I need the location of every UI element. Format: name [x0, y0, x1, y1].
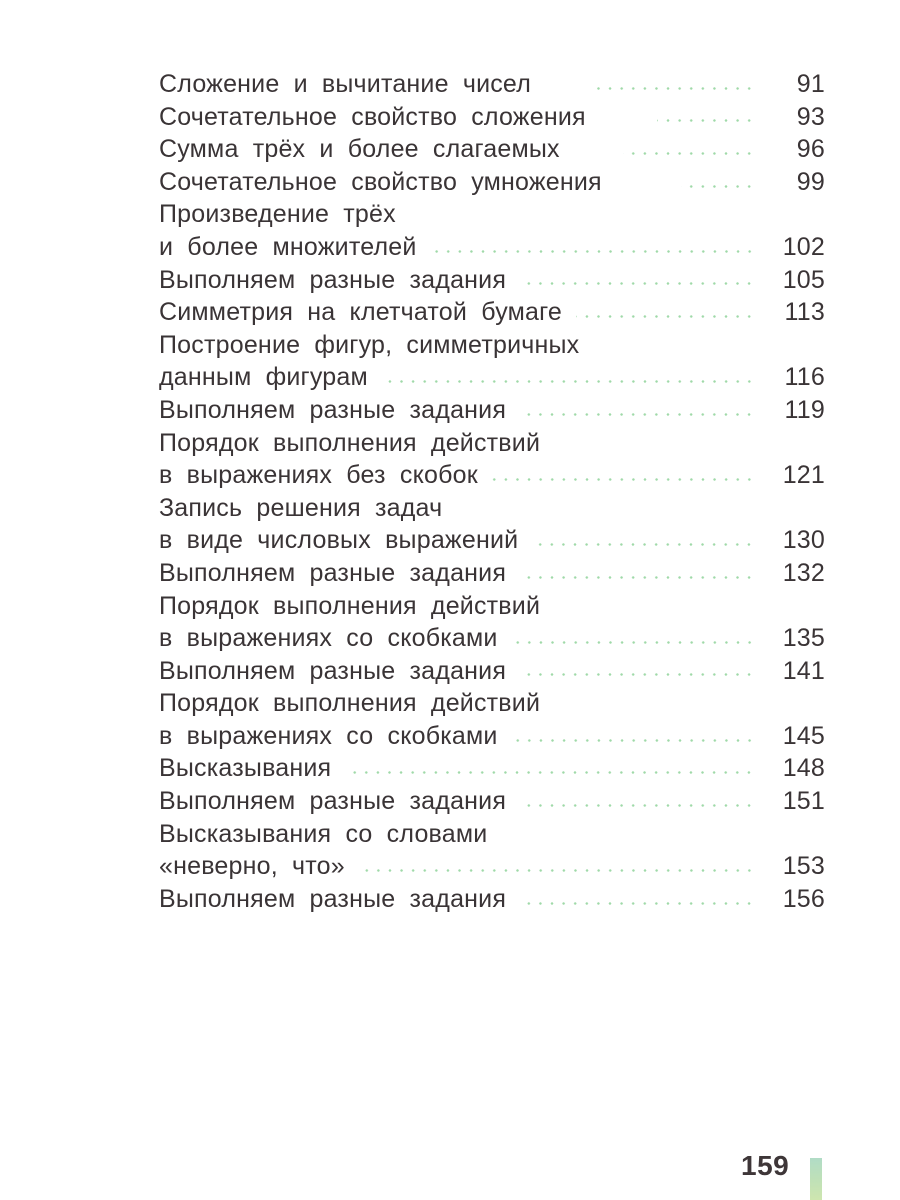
toc-entry-page: 93 — [796, 102, 825, 131]
toc-entry[interactable] — [159, 198, 825, 263]
toc-entry-line — [159, 818, 825, 851]
toc-entry-line — [159, 361, 825, 394]
toc-entry-title: в выражениях без скобок — [159, 461, 478, 490]
dot-leader — [520, 902, 755, 905]
toc-entry-page: 116 — [784, 363, 825, 392]
toc-entry-title: Выполняем разные задания — [159, 656, 507, 685]
toc-entry-line — [159, 459, 825, 492]
toc-entry-title: в выражениях со скобками — [159, 721, 498, 750]
toc-entry-line — [159, 329, 825, 362]
toc-entry-title: Порядок выполнения действий — [159, 591, 541, 620]
toc-entry[interactable] — [159, 329, 825, 394]
dot-leader — [431, 250, 755, 253]
toc-entry-title: Сумма трёх и более слагаемых — [159, 135, 560, 164]
toc-entry-title: Выполняем разные задания — [159, 395, 507, 424]
toc-entry-page: 135 — [782, 624, 825, 653]
dot-leader — [681, 185, 755, 188]
toc-entry-line — [159, 133, 825, 166]
toc-entry[interactable] — [159, 687, 825, 752]
toc-entry-title: «неверно, что» — [159, 852, 345, 881]
toc-entry[interactable] — [159, 818, 825, 883]
dot-leader — [512, 739, 755, 742]
toc-entry-title: Выполняем разные задания — [159, 787, 507, 816]
toc-entry-line — [159, 231, 825, 264]
dot-leader — [492, 478, 755, 481]
dot-leader — [520, 282, 755, 285]
dot-leader — [597, 87, 755, 90]
dot-leader — [359, 869, 755, 872]
dot-leader — [520, 576, 755, 579]
toc-entry-line — [159, 166, 825, 199]
dot-leader — [623, 152, 755, 155]
toc-entry-page: 156 — [782, 884, 825, 913]
table-of-contents — [159, 68, 825, 915]
toc-entry-title: Сочетательное свойство умножения — [159, 167, 602, 196]
toc-entry[interactable] — [159, 68, 825, 101]
toc-entry-title: и более множителей — [159, 232, 417, 261]
toc-entry-line — [159, 264, 825, 297]
toc-entry-line — [159, 101, 825, 134]
dot-leader — [512, 641, 755, 644]
toc-entry-page: 132 — [782, 558, 825, 587]
dot-leader — [520, 413, 755, 416]
toc-entry[interactable] — [159, 557, 825, 590]
toc-entry-page: 151 — [782, 787, 825, 816]
dot-leader — [520, 673, 755, 676]
dot-leader — [520, 804, 755, 807]
toc-entry[interactable] — [159, 492, 825, 557]
toc-entry-page: 145 — [782, 721, 825, 750]
toc-entry-title: Сочетательное свойство сложения — [159, 102, 586, 131]
toc-entry-page: 141 — [782, 656, 825, 685]
toc-entry-line — [159, 720, 825, 753]
toc-entry-page: 99 — [796, 167, 825, 196]
page-edge-color-strip — [810, 1158, 822, 1200]
toc-entry-line — [159, 622, 825, 655]
toc-entry-page: 148 — [782, 754, 825, 783]
toc-entry-title: Порядок выполнения действий — [159, 689, 541, 718]
toc-entry[interactable] — [159, 785, 825, 818]
dot-leader — [345, 771, 755, 774]
toc-entry[interactable] — [159, 590, 825, 655]
toc-entry[interactable] — [159, 883, 825, 916]
toc-entry-title: Построение фигур, симметричных — [159, 330, 580, 359]
dot-leader — [532, 543, 755, 546]
dot-leader — [657, 119, 755, 122]
toc-entry-title: в выражениях со скобками — [159, 624, 498, 653]
toc-entry-line — [159, 427, 825, 460]
toc-entry-title: данным фигурам — [159, 363, 368, 392]
toc-entry-line — [159, 687, 825, 720]
toc-entry-title: Произведение трёх — [159, 200, 396, 229]
dot-leader — [382, 380, 755, 383]
toc-entry[interactable] — [159, 296, 825, 329]
toc-entry-line — [159, 492, 825, 525]
toc-entry-page: 119 — [784, 395, 825, 424]
toc-entry-title: Сложение и вычитание чисел — [159, 70, 531, 98]
toc-entry[interactable] — [159, 101, 825, 134]
toc-entry-title: Порядок выполнения действий — [159, 428, 541, 457]
toc-entry[interactable] — [159, 394, 825, 427]
toc-entry-title: Высказывания — [159, 754, 332, 783]
toc-entry-line — [159, 850, 825, 883]
toc-entry-page: 153 — [782, 852, 825, 881]
toc-entry[interactable] — [159, 427, 825, 492]
toc-entry-page: 121 — [782, 461, 825, 490]
toc-entry-line — [159, 68, 825, 101]
toc-entry-page: 105 — [782, 265, 825, 294]
toc-entry[interactable] — [159, 655, 825, 688]
toc-entry-page: 130 — [782, 526, 825, 555]
toc-entry-line — [159, 524, 825, 557]
toc-entry-line — [159, 752, 825, 785]
toc-entry[interactable] — [159, 752, 825, 785]
toc-entry-title: Симметрия на клетчатой бумаге — [159, 298, 562, 327]
toc-entry-line — [159, 557, 825, 590]
toc-entry[interactable] — [159, 264, 825, 297]
toc-entry-line — [159, 296, 825, 329]
toc-entry-page: 102 — [782, 232, 825, 261]
toc-entry-title: Выполняем разные задания — [159, 558, 507, 587]
toc-entry-line — [159, 655, 825, 688]
toc-entry-title: Выполняем разные задания — [159, 265, 507, 294]
toc-entry-title: Выполняем разные задания — [159, 884, 507, 913]
toc-entry[interactable] — [159, 166, 825, 199]
toc-entry[interactable] — [159, 133, 825, 166]
toc-entry-page: 113 — [784, 298, 825, 327]
page-number: 159 — [741, 1150, 790, 1181]
toc-entry-title: в виде числовых выражений — [159, 526, 519, 555]
toc-entry-line — [159, 785, 825, 818]
toc-entry-page: 91 — [796, 70, 825, 98]
toc-entry-line — [159, 883, 825, 916]
toc-entry-title: Высказывания со словами — [159, 819, 488, 848]
toc-entry-line — [159, 394, 825, 427]
toc-entry-line — [159, 590, 825, 623]
toc-entry-page: 96 — [796, 135, 825, 164]
toc-entry-line — [159, 198, 825, 231]
dot-leader — [576, 315, 755, 318]
toc-entry-title: Запись решения задач — [159, 493, 443, 522]
